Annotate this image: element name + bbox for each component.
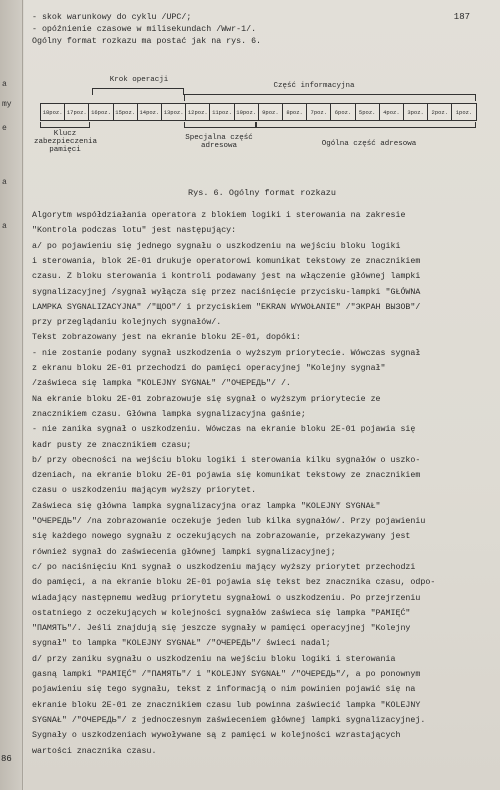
format-cell: 2poz.: [427, 103, 452, 121]
body-line: d/ przy zaniku sygnału o uszkodzeniu na wejściu bloku logiki i sterowania: [32, 654, 396, 664]
previous-page-edge: [0, 0, 23, 790]
body-line: czasu o uszkodzeniu mającym wyższy priorytet.: [32, 486, 257, 496]
body-line: ostatniego z oczekujących w kolejności sygnałów zaświeca się lampka "PAMIĘĆ": [32, 608, 411, 618]
operation-step-bracket: [92, 88, 184, 95]
body-line: i sterowania, blok 2E-01 drukuje operatorowi komunikat tekstowy ze znacznikiem: [32, 256, 421, 266]
intro-line: - opóźnienie czasowe w milisekundach /Wwr-1/.: [32, 25, 257, 34]
document-page: [24, 0, 500, 790]
margin-fragment: a: [2, 80, 7, 89]
intro-line: Ogólny format rozkazu ma postać jak na rys. 6.: [32, 37, 262, 46]
body-line: - nie zanika sygnał o uszkodzeniu. Wówczas na ekranie bloku 2E-01 pojawia się: [32, 425, 416, 435]
body-line: a/ po pojawieniu się jednego sygnału o uszkodzeniu na wejściu bloku logiki: [32, 241, 401, 251]
instruction-format-figure: [34, 70, 494, 180]
format-cell: 14poz.: [137, 103, 162, 121]
format-cell: 8poz.: [282, 103, 307, 121]
body-line: kadr pusty ze znacznikiem czasu;: [32, 440, 192, 450]
body-line: b/ przy obecności na wejściu bloku logiki i sterowania kilku sygnałów o uszko-: [32, 455, 421, 465]
format-cell: 4poz.: [379, 103, 404, 121]
body-line: znacznikiem czasu. Główna lampka sygnalizacyjna gaśnie;: [32, 409, 306, 419]
body-line: Na ekranie bloku 2E-01 zobrazowuje się sygnał o wyższym priorytecie ze: [32, 394, 381, 404]
body-line: - nie zostanie podany sygnał uszkodzenia o wyższym priorytecie. Wówczas sygnał: [32, 348, 421, 358]
body-line: "ОЧЕРЕДЬ"/ /na zobrazowanie oczekuje jeden lub kilka sygnałów/. Przy pojawieniu: [32, 517, 426, 526]
page-number: 187: [453, 12, 470, 22]
body-line: gasną lampki "PAMIĘĆ" /"ПАМЯТЬ"/ i "KOLEJNY SYGNAŁ" /"ОЧЕРЕДЬ"/, a po ponownym: [32, 670, 421, 679]
information-part-bracket: [184, 94, 476, 101]
body-line: dzeniach, na ekranie bloku 2E-01 pojawia się komunikat tekstowy ze znacznikiem: [32, 471, 421, 481]
format-cell: 1poz.: [451, 103, 476, 121]
format-cell: 17poz.: [64, 103, 89, 121]
label-information-part: Część informacyjna: [273, 82, 355, 90]
body-line: Zaświeca się główna lampka sygnalizacyjna oraz lampka "KOLEJNY SYGNAŁ": [32, 501, 381, 511]
margin-fragment: my: [2, 100, 12, 109]
body-line: pojawieniu się tego sygnału, tekst z informacją o nim powinien pojawić się na: [32, 685, 416, 695]
format-cell: 15poz.: [113, 103, 138, 121]
body-line: Sygnały o uszkodzeniach wywoływane są z pamięci w kolejności wzrastających: [32, 731, 401, 741]
margin-fragment: e: [2, 124, 7, 133]
format-cell: 10poz.: [234, 103, 259, 121]
margin-fragment: a: [2, 178, 7, 187]
format-cell: 7poz.: [306, 103, 331, 121]
body-line: czasu. Z bloku sterowania i kontroli podawany jest na włączenie głównej lampki: [32, 272, 421, 282]
format-cell: 6poz.: [330, 103, 355, 121]
body-line: "ПАМЯТЬ"/. Jeśli znajdują się jeszcze sygnały w pamięci operacyjnej "Kolejny: [32, 624, 411, 634]
body-line: Algorytm współdziałania operatora z blokiem logiki i sterowania na zakresie: [32, 211, 406, 220]
figure-caption: Rys. 6. Ogólny format rozkazu: [188, 188, 336, 198]
protection-key-bracket: [40, 122, 90, 128]
format-cell: 11poz.: [209, 103, 234, 121]
body-line: Tekst zobrazowany jest na ekranie bloku 2E-01, dopóki:: [32, 333, 301, 343]
body-line: wiadający następnemu według priorytetu sygnałowi o uszkodzeniu. Po przejrzeniu: [32, 593, 421, 603]
body-line: wartości znacznika czasu.: [32, 746, 157, 756]
format-cell: 9poz.: [258, 103, 283, 121]
intro-line: - skok warunkowy do cyklu /UPC/;: [32, 13, 192, 22]
label-special-address: Specjalna część adresowa: [185, 134, 253, 150]
body-line: /zaświeca się lampka "KOLEJNY SYGNAŁ" /"ОЧЕРЕДЬ"/ /.: [32, 379, 291, 389]
special-address-bracket: [184, 122, 256, 128]
format-cell: 18poz.: [40, 103, 65, 121]
body-line: sygnał" to lampka "KOLEJNY SYGNAŁ" /"ОЧЕРЕДЬ"/ świeci nadal;: [32, 639, 331, 649]
body-line: sygnalizacyjnej /sygnał wyłącza się przez naciśnięcie przycisku-lampki "GŁÓWNA: [32, 287, 421, 297]
body-line: "Kontrola podczas lotu" jest następujący:: [32, 226, 237, 236]
body-line: z ekranu bloku 2E-01 przechodzi do pamięci operacyjnej "Kolejny sygnał": [32, 364, 386, 373]
label-protection-key: Klucz zabezpieczenia pamięci: [34, 130, 98, 154]
body-line: przy przeglądaniu kolejnych sygnałów/.: [32, 318, 222, 328]
body-line: również sygnał do zaświecenia głównej lampki sygnalizacyjnej;: [32, 547, 336, 557]
body-line: się każdego nowego sygnału z oczekujących na zobrazowanie, przekazywany jest: [32, 532, 411, 542]
general-address-bracket: [256, 122, 476, 128]
previous-page-number: 86: [1, 754, 12, 764]
format-cell: 3poz.: [403, 103, 428, 121]
label-operation-step: Krok operacji: [109, 76, 169, 84]
body-line: SYGNAŁ" /"ОЧЕРЕДЬ"/ z jednoczesnym zaświeceniem głównej lampki sygnalizacyjnej.: [32, 715, 426, 725]
format-cell: 5poz.: [355, 103, 380, 121]
format-cell: 16poz.: [88, 103, 113, 121]
format-cell: 12poz.: [185, 103, 210, 121]
format-cell: 13poz.: [161, 103, 186, 121]
body-line: do pamięci, a na ekranie bloku 2E-01 pojawia się tekst bez znacznika czasu, odpo-: [32, 578, 436, 588]
label-general-address: Ogólna część adresowa: [321, 140, 417, 148]
body-line: c/ po naciśnięciu Kn1 sygnał o uszkodzeniu mający wyższy priorytet przechodzi: [32, 562, 416, 572]
margin-fragment: a: [2, 222, 7, 231]
body-line: ekranie bloku 2E-01 ze znacznikiem czasu lub powinna zaświecić lampka "KOLEJNY: [32, 700, 421, 710]
body-line: LAMPKA SYGNALIZACYJNA" /"ЩОО"/ i przyciskiem "EKRAN WYWOŁANIE" /"ЭКРАН ВЫЗОВ"/: [32, 302, 421, 312]
